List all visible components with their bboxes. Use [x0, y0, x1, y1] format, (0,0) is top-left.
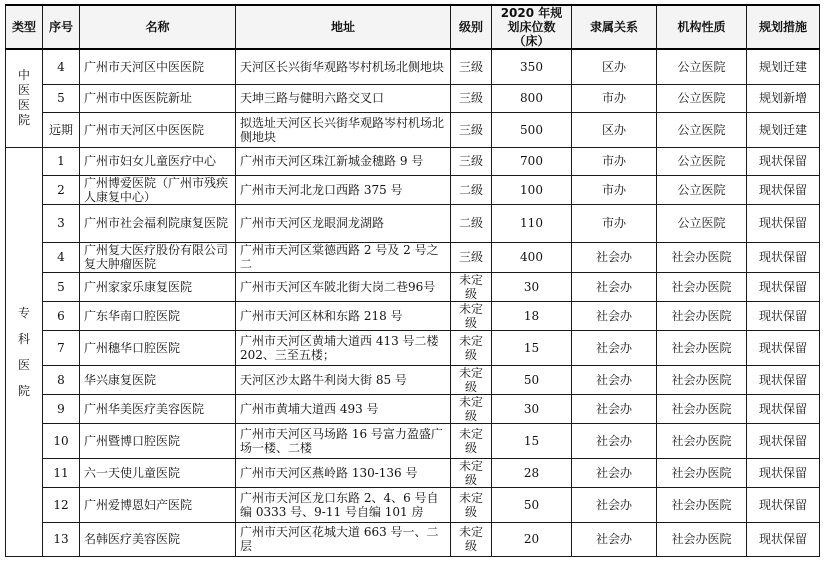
table-cell-measure: 现状保留: [747, 487, 820, 522]
table-cell-name: 华兴康复医院: [80, 365, 236, 394]
table-row: [6, 272, 820, 301]
hospital-planning-table-document: [5, 4, 819, 569]
table-cell-address: 广州市天河北龙口西路 375 号: [236, 175, 451, 204]
category-label: 专科医院: [17, 305, 30, 398]
header-seq: 序号: [43, 5, 80, 49]
table-cell-measure: 现状保留: [747, 522, 820, 556]
table-cell-address: 广州市天河区珠江新城金穗路 9 号: [236, 147, 451, 175]
table-cell-measure: 现状保留: [747, 330, 820, 365]
table-cell-affiliation: 社会办: [572, 330, 657, 365]
table-row: [6, 423, 820, 458]
table-cell-affiliation: 市办: [572, 84, 657, 112]
table-cell-beds: 30: [492, 394, 572, 423]
table-cell-nature: 社会办医院: [657, 487, 747, 522]
table-cell-nature: 公立医院: [657, 204, 747, 242]
table-cell-address: 天河区长兴街华观路岑村机场北侧地块: [236, 49, 451, 84]
table-cell-name: 广州家家乐康复医院: [80, 272, 236, 301]
table-cell-affiliation: 社会办: [572, 487, 657, 522]
table-cell-seq: 6: [43, 301, 80, 330]
table-row: [6, 84, 820, 112]
table-cell-level: 二级: [451, 204, 492, 242]
table-cell-address: 天坤三路与健明六路交叉口: [236, 84, 451, 112]
header-level: 级别: [451, 5, 492, 49]
table-cell-nature: 社会办医院: [657, 458, 747, 487]
table-cell-beds: 100: [492, 175, 572, 204]
table-cell-beds: 20: [492, 522, 572, 556]
table-cell-name: 广州市天河区中医医院: [80, 112, 236, 147]
table-cell-measure: 现状保留: [747, 458, 820, 487]
table-cell-address: 广州市天河区马场路 16 号富力盈盛广场一楼、二楼: [236, 423, 451, 458]
table-cell-address: 广州市天河区龙口东路 2、4、6 号自编 0333 号、9-11 号自编 101 房: [236, 487, 451, 522]
table-cell-level: 三级: [451, 147, 492, 175]
table-cell-name: 广州市社会福利院康复医院: [80, 204, 236, 242]
table-cell-level: 未定级: [451, 301, 492, 330]
table-cell-seq: 11: [43, 458, 80, 487]
table-cell-address: 广州市天河区黄埔大道西 413 号二楼 202、三至五楼；: [236, 330, 451, 365]
table-cell-nature: 公立医院: [657, 175, 747, 204]
header-type: 类型: [6, 5, 43, 49]
table-cell-measure: 现状保留: [747, 147, 820, 175]
table-cell-measure: 规划新增: [747, 84, 820, 112]
table-cell-seq: 4: [43, 49, 80, 84]
table-cell-address: 广州市黄埔大道西 493 号: [236, 394, 451, 423]
table-cell-affiliation: 社会办: [572, 423, 657, 458]
table-cell-measure: 现状保留: [747, 242, 820, 272]
table-cell-seq: 4: [43, 242, 80, 272]
table-row: [6, 112, 820, 147]
table-cell-measure: 现状保留: [747, 301, 820, 330]
table-cell-affiliation: 市办: [572, 204, 657, 242]
table-cell-name: 广州暨博口腔医院: [80, 423, 236, 458]
table-cell-level: 三级: [451, 49, 492, 84]
table-cell-seq: 1: [43, 147, 80, 175]
table-cell-beds: 18: [492, 301, 572, 330]
table-cell-affiliation: 社会办: [572, 242, 657, 272]
table-cell-beds: 28: [492, 458, 572, 487]
table-cell-beds: 50: [492, 365, 572, 394]
table-cell-seq: 13: [43, 522, 80, 556]
table-cell-level: 未定级: [451, 458, 492, 487]
table-cell-level: 未定级: [451, 394, 492, 423]
table-row: [6, 394, 820, 423]
table-cell-beds: 15: [492, 423, 572, 458]
table-cell-beds: 15: [492, 330, 572, 365]
table-cell-beds: 800: [492, 84, 572, 112]
table-cell-seq: 12: [43, 487, 80, 522]
table-cell-nature: 社会办医院: [657, 423, 747, 458]
table-row: [6, 330, 820, 365]
table-cell-name: 广州市妇女儿童医疗中心: [80, 147, 236, 175]
table-body: [6, 49, 820, 556]
table-cell-address: 广州市天河区花城大道 663 号一、二层: [236, 522, 451, 556]
table-row: [6, 147, 820, 175]
table-cell-affiliation: 社会办: [572, 458, 657, 487]
table-cell-affiliation: 市办: [572, 147, 657, 175]
table-cell-seq: 9: [43, 394, 80, 423]
table-cell-nature: 公立医院: [657, 147, 747, 175]
table-cell-address: 广州市天河区车陂北街大岗二巷96号: [236, 272, 451, 301]
table-row: [6, 458, 820, 487]
table-cell-name: 广州博爱医院（广州市残疾人康复中心）: [80, 175, 236, 204]
table-cell-nature: 社会办医院: [657, 330, 747, 365]
table-cell-beds: 110: [492, 204, 572, 242]
table-cell-seq: 5: [43, 84, 80, 112]
table-cell-nature: 公立医院: [657, 84, 747, 112]
table-cell-affiliation: 社会办: [572, 365, 657, 394]
table-cell-beds: 50: [492, 487, 572, 522]
category-label: 中医医院: [17, 68, 30, 128]
header-nature: 机构性质: [657, 5, 747, 49]
table-cell-name: 广州穗华口腔医院: [80, 330, 236, 365]
table-cell-address: 天河区沙太路牛利岗大街 85 号: [236, 365, 451, 394]
table-cell-level: 未定级: [451, 522, 492, 556]
table-cell-name: 广州市天河区中医医院: [80, 49, 236, 84]
table-row: [6, 301, 820, 330]
table-row: [6, 175, 820, 204]
table-cell-nature: 公立医院: [657, 49, 747, 84]
table-cell-measure: 规划迁建: [747, 112, 820, 147]
table-row: [6, 242, 820, 272]
table-cell-affiliation: 社会办: [572, 522, 657, 556]
table-cell-nature: 社会办医院: [657, 394, 747, 423]
table-cell-name: 广州华美医疗美容医院: [80, 394, 236, 423]
table-cell-level: 未定级: [451, 487, 492, 522]
table-cell-beds: 30: [492, 272, 572, 301]
header-address: 地址: [236, 5, 451, 49]
table-cell-type: [6, 147, 43, 556]
table-cell-level: 三级: [451, 242, 492, 272]
table-cell-nature: 社会办医院: [657, 272, 747, 301]
table-cell-beds: 500: [492, 112, 572, 147]
table-cell-name: 广州市中医医院新址: [80, 84, 236, 112]
table-cell-name: 广东华南口腔医院: [80, 301, 236, 330]
table-cell-type: [6, 49, 43, 147]
header-affiliation: 隶属关系: [572, 5, 657, 49]
table-cell-name: 广州爱博恩妇产医院: [80, 487, 236, 522]
hospital-planning-table: [5, 4, 820, 557]
header-beds: 2020 年规划床位数（床）: [492, 5, 572, 49]
table-cell-nature: 公立医院: [657, 112, 747, 147]
header-name: 名称: [80, 5, 236, 49]
header-measure: 规划措施: [747, 5, 820, 49]
table-row: [6, 204, 820, 242]
table-cell-affiliation: 区办: [572, 49, 657, 84]
table-cell-level: 未定级: [451, 330, 492, 365]
table-cell-level: 二级: [451, 175, 492, 204]
table-cell-address: 广州市天河区燕岭路 130-136 号: [236, 458, 451, 487]
table-cell-seq: 远期: [43, 112, 80, 147]
table-cell-affiliation: 社会办: [572, 272, 657, 301]
table-cell-nature: 社会办医院: [657, 301, 747, 330]
table-cell-level: 未定级: [451, 423, 492, 458]
table-cell-seq: 8: [43, 365, 80, 394]
table-cell-name: 广州复大医疗股份有限公司复大肿瘤医院: [80, 242, 236, 272]
table-cell-measure: 现状保留: [747, 394, 820, 423]
table-cell-seq: 3: [43, 204, 80, 242]
table-cell-measure: 现状保留: [747, 272, 820, 301]
table-cell-address: 拟选址天河区长兴街华观路岑村机场北侧地块: [236, 112, 451, 147]
table-cell-affiliation: 市办: [572, 175, 657, 204]
table-cell-seq: 5: [43, 272, 80, 301]
table-cell-measure: 现状保留: [747, 423, 820, 458]
table-cell-affiliation: 社会办: [572, 394, 657, 423]
table-cell-measure: 现状保留: [747, 365, 820, 394]
table-cell-address: 广州市天河区棠德西路 2 号及 2 号之二: [236, 242, 451, 272]
table-cell-nature: 社会办医院: [657, 522, 747, 556]
table-cell-beds: 400: [492, 242, 572, 272]
table-cell-seq: 2: [43, 175, 80, 204]
table-row: [6, 522, 820, 556]
table-cell-affiliation: 社会办: [572, 301, 657, 330]
table-cell-address: 广州市天河区林和东路 218 号: [236, 301, 451, 330]
table-cell-measure: 规划迁建: [747, 49, 820, 84]
table-cell-nature: 社会办医院: [657, 242, 747, 272]
table-cell-beds: 350: [492, 49, 572, 84]
table-cell-measure: 现状保留: [747, 204, 820, 242]
table-cell-level: 三级: [451, 112, 492, 147]
table-cell-nature: 社会办医院: [657, 365, 747, 394]
table-row: [6, 49, 820, 84]
table-cell-name: 名韩医疗美容医院: [80, 522, 236, 556]
table-cell-affiliation: 区办: [572, 112, 657, 147]
table-cell-seq: 7: [43, 330, 80, 365]
table-cell-beds: 700: [492, 147, 572, 175]
table-header-row: [6, 5, 820, 49]
table-cell-level: 未定级: [451, 365, 492, 394]
table-cell-name: 六一天使儿童医院: [80, 458, 236, 487]
table-cell-measure: 现状保留: [747, 175, 820, 204]
table-cell-seq: 10: [43, 423, 80, 458]
table-row: [6, 487, 820, 522]
table-row: [6, 365, 820, 394]
table-cell-level: 三级: [451, 84, 492, 112]
table-cell-address: 广州市天河区龙眼洞龙湖路: [236, 204, 451, 242]
table-cell-level: 未定级: [451, 272, 492, 301]
